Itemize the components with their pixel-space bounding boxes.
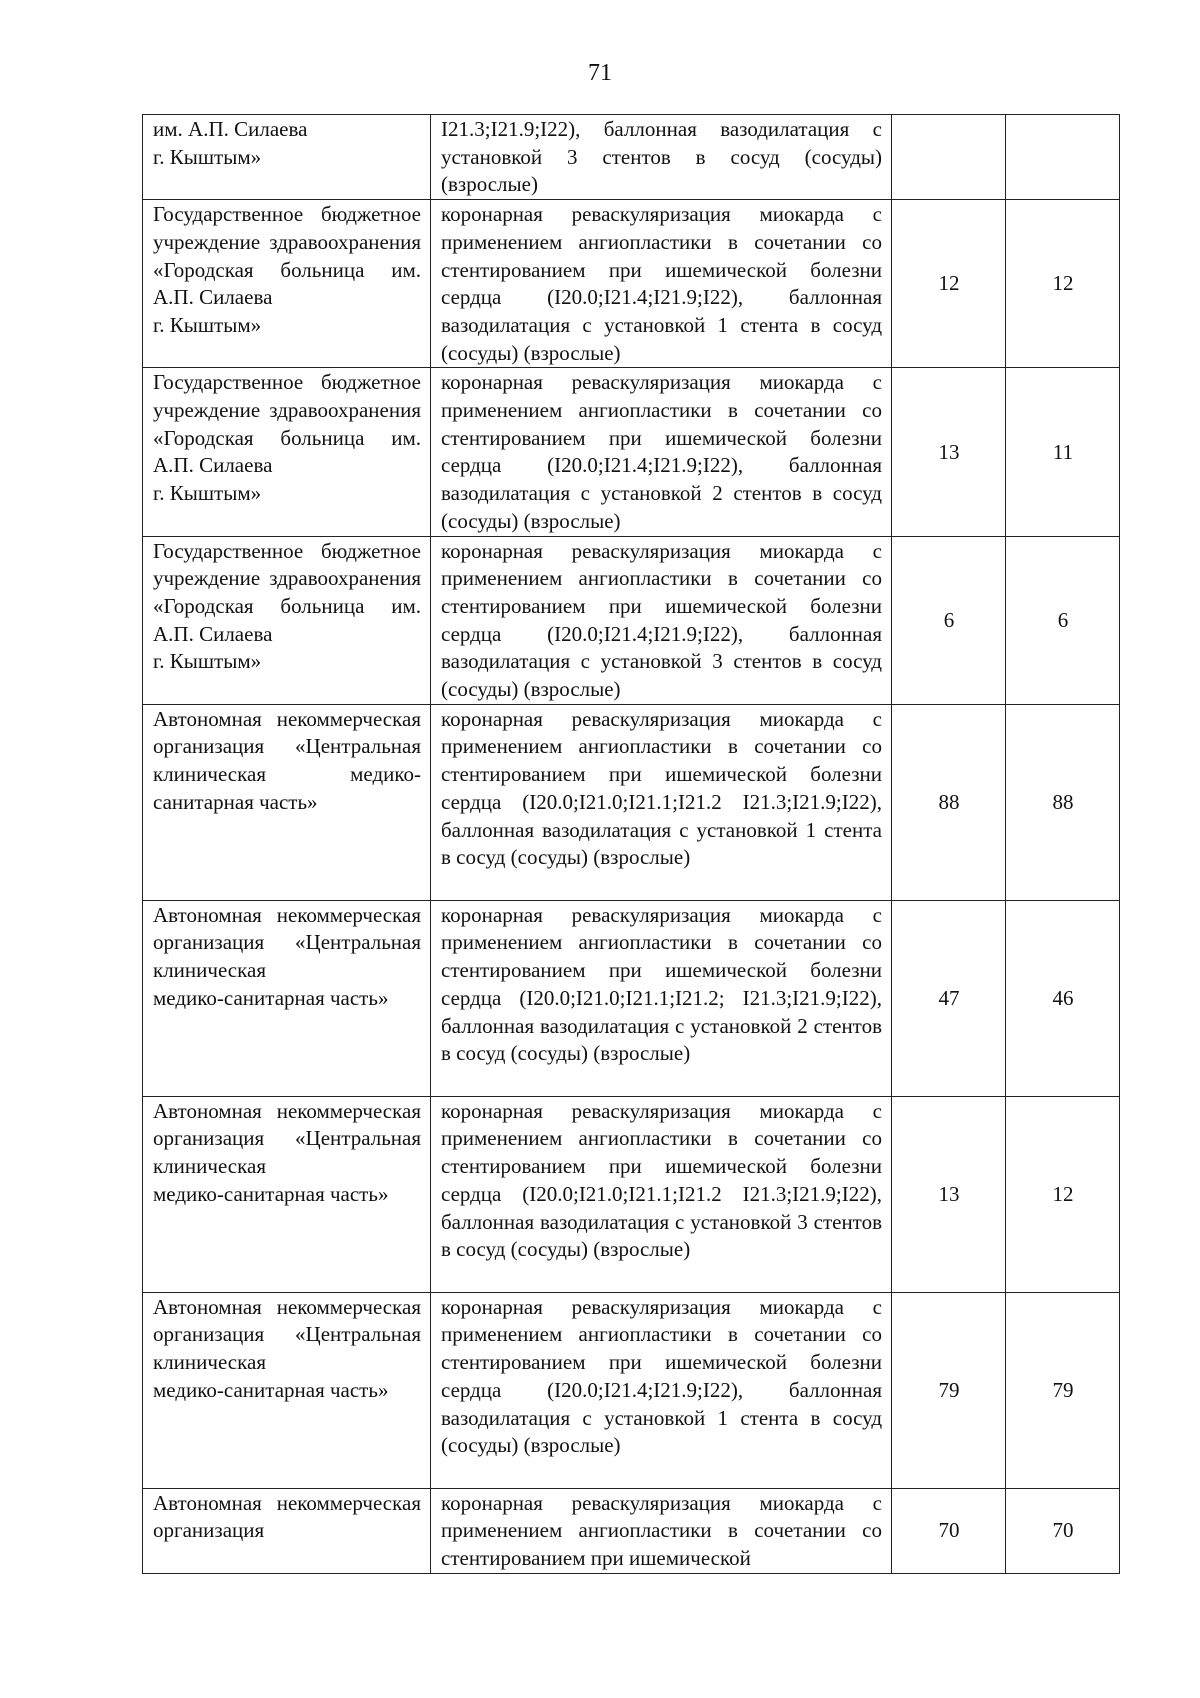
service-description-cell: коронарная реваскуляризация миокарда с применением ангиопластики в сочетании со стентированием при ишемической болезни сердца (I20.0;I21.0;I21.1;I21.2 I21.3;I21.9;I22), баллонная вазодилатация с установкой 1 стента в сосуд (сосуды) (взрослые) [431,704,892,900]
planned-volume-cell: 88 [892,704,1006,900]
table-row [143,1292,1120,1488]
organization-cell: Автономная некоммерческая организация «Центральная клиническая медико-санитарная часть» [143,1096,431,1292]
table-row [143,1488,1120,1573]
table-row [143,200,1120,368]
service-description-cell: коронарная реваскуляризация миокарда с применением ангиопластики в сочетании со стентированием при ишемической болезни сердца (I20.0;I21.4;I21.9;I22), баллонная вазодилатация с установкой 2 стентов в сосуд (сосуды) (взрослые) [431,368,892,536]
actual-volume-cell [1006,115,1120,200]
page-number: 71 [588,60,612,86]
actual-volume-cell: 11 [1006,368,1120,536]
planned-volume-cell: 12 [892,200,1006,368]
actual-volume-cell: 6 [1006,536,1120,704]
actual-volume-cell: 12 [1006,1096,1120,1292]
table-row [143,368,1120,536]
planned-volume-cell: 13 [892,1096,1006,1292]
organization-cell: Автономная некоммерческая организация «Центральная клиническая медико-санитарная часть» [143,704,431,900]
service-description-cell: коронарная реваскуляризация миокарда с применением ангиопластики в сочетании со стентированием при ишемической болезни сердца (I20.0;I21.4;I21.9;I22), баллонная вазодилатация с установкой 1 стента в сосуд (сосуды) (взрослые) [431,1292,892,1488]
table-row [143,900,1120,1096]
service-description-cell: I21.3;I21.9;I22), баллонная вазодилатация с установкой 3 стентов в сосуд (сосуды) (взрослые) [431,115,892,200]
planned-volume-cell: 79 [892,1292,1006,1488]
service-description-cell: коронарная реваскуляризация миокарда с применением ангиопластики в сочетании со стентированием при ишемической [431,1488,892,1573]
actual-volume-cell: 79 [1006,1292,1120,1488]
service-description-cell: коронарная реваскуляризация миокарда с применением ангиопластики в сочетании со стентированием при ишемической болезни сердца (I20.0;I21.0;I21.1;I21.2 I21.3;I21.9;I22), баллонная вазодилатация с установкой 3 стентов в сосуд (сосуды) (взрослые) [431,1096,892,1292]
organization-cell: Автономная некоммерческая организация «Центральная клиническая медико-санитарная часть» [143,900,431,1096]
planned-volume-cell: 47 [892,900,1006,1096]
organization-cell: Государственное бюджетное учреждение здравоохранения «Городская больница им. А.П. Силаева г. Кыштым» [143,368,431,536]
organization-cell: Автономная некоммерческая организация «Центральная клиническая медико-санитарная часть» [143,1292,431,1488]
service-description-cell: коронарная реваскуляризация миокарда с применением ангиопластики в сочетании со стентированием при ишемической болезни сердца (I20.0;I21.4;I21.9;I22), баллонная вазодилатация с установкой 3 стентов в сосуд (сосуды) (взрослые) [431,536,892,704]
actual-volume-cell: 46 [1006,900,1120,1096]
planned-volume-cell: 6 [892,536,1006,704]
table-row [143,536,1120,704]
allocation-table [142,114,1120,1574]
planned-volume-cell: 13 [892,368,1006,536]
organization-cell: им. А.П. Силаева г. Кыштым» [143,115,431,200]
planned-volume-cell [892,115,1006,200]
service-description-cell: коронарная реваскуляризация миокарда с применением ангиопластики в сочетании со стентированием при ишемической болезни сердца (I20.0;I21.4;I21.9;I22), баллонная вазодилатация с установкой 1 стента в сосуд (сосуды) (взрослые) [431,200,892,368]
actual-volume-cell: 88 [1006,704,1120,900]
organization-cell: Государственное бюджетное учреждение здравоохранения «Городская больница им. А.П. Силаева г. Кыштым» [143,536,431,704]
organization-cell: Государственное бюджетное учреждение здравоохранения «Городская больница им. А.П. Силаева г. Кыштым» [143,200,431,368]
actual-volume-cell: 12 [1006,200,1120,368]
table-row [143,115,1120,200]
table-row [143,704,1120,900]
service-description-cell: коронарная реваскуляризация миокарда с применением ангиопластики в сочетании со стентированием при ишемической болезни сердца (I20.0;I21.0;I21.1;I21.2; I21.3;I21.9;I22), баллонная вазодилатация с установкой 2 стентов в сосуд (сосуды) (взрослые) [431,900,892,1096]
organization-cell: Автономная некоммерческая организация [143,1488,431,1573]
table-row [143,1096,1120,1292]
planned-volume-cell: 70 [892,1488,1006,1573]
actual-volume-cell: 70 [1006,1488,1120,1573]
